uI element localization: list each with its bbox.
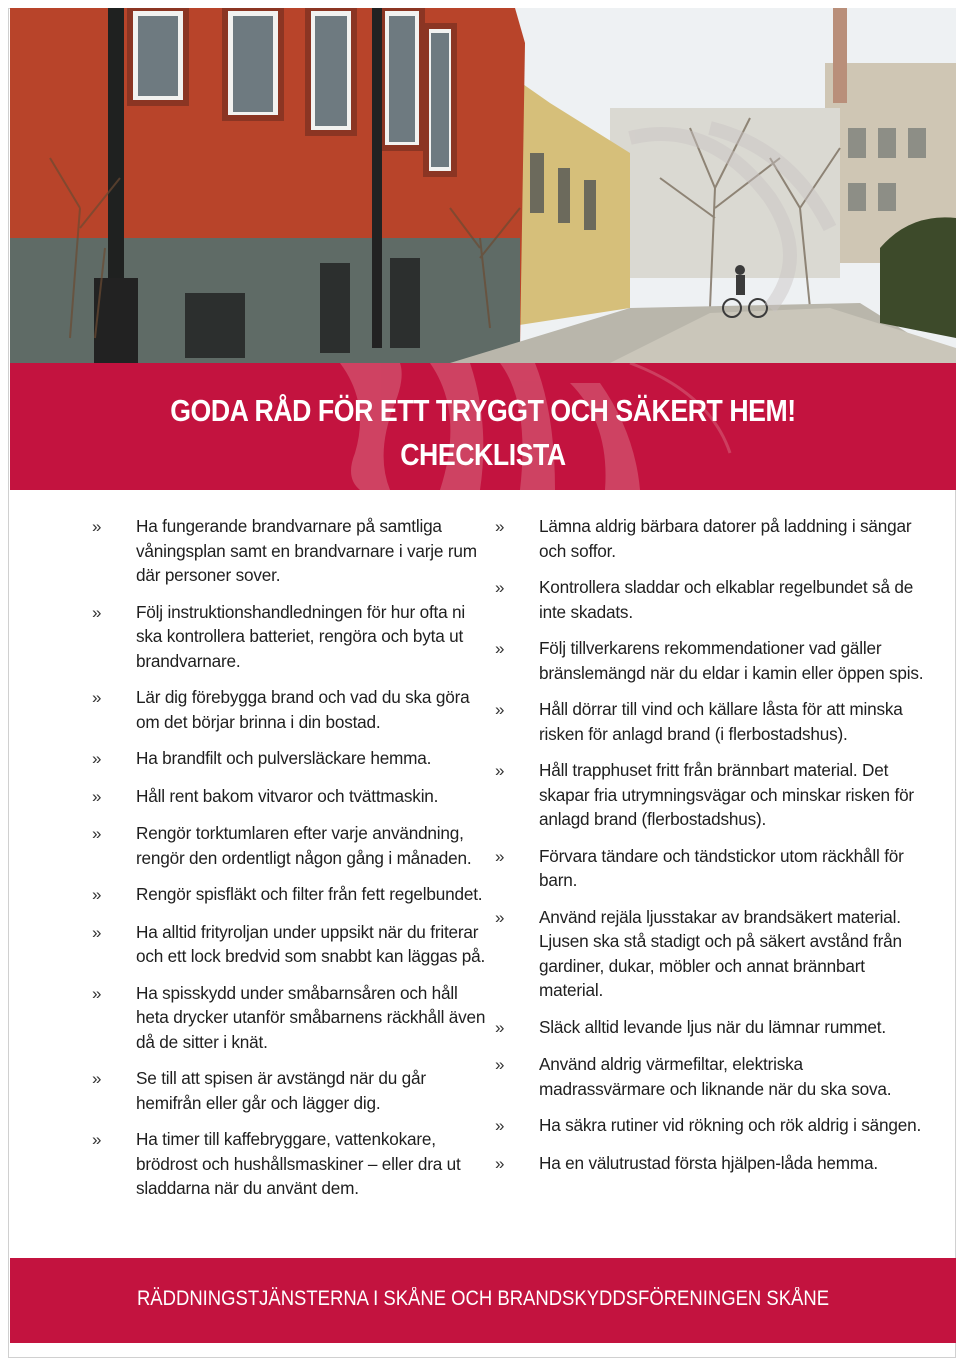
checklist-item-text: Använd aldrig värmefiltar, elektriska madrassvärmare och liknande när du ska sova.: [539, 1054, 892, 1099]
checklist-item: [92, 784, 492, 810]
bullet-icon: »: [92, 824, 102, 843]
bullet-icon: »: [92, 1069, 102, 1088]
bullet-icon: »: [495, 846, 505, 866]
checklist-item: [495, 844, 925, 893]
bullet-icon: »: [92, 1130, 102, 1149]
bullet-icon: »: [495, 1055, 505, 1074]
bullet-icon: »: [92, 885, 102, 904]
checklist-item-text: Kontrollera sladdar och elkablar regelbundet så de inte skadats.: [539, 577, 914, 622]
checklist-item: [495, 636, 925, 685]
checklist-item: [92, 821, 492, 870]
checklist-item-text: Ha spisskydd under småbarnsåren och håll heta drycker utanför småbarnens räckhåll även då de sitter i knät.: [136, 982, 486, 1052]
checklist-item: [92, 514, 492, 588]
checklist-item-text: Rengör spisfläkt och filter från fett regelbundet.: [136, 884, 483, 904]
checklist-item: [495, 575, 925, 624]
bullet-icon: »: [92, 922, 102, 942]
checklist-item: [92, 1066, 492, 1115]
bullet-icon: »: [495, 700, 505, 719]
checklist-item: [92, 600, 492, 674]
checklist-item-text: Lär dig förebygga brand och vad du ska göra om det börjar brinna i din bostad.: [136, 687, 470, 732]
checklist-item-text: Följ instruktionshandledningen för hur ofta ni ska kontrollera batteriet, rengöra och byta ut brandvarnare.: [136, 601, 466, 671]
checklist-item-text: Ha timer till kaffebryggare, vattenkokare, brödrost och hushållsmaskiner – eller dra ut sladdarna när du använt dem.: [136, 1129, 461, 1198]
checklist-item-text: Förvara tändare och tändstickor utom räckhåll för barn.: [539, 845, 904, 890]
bullet-icon: »: [495, 1153, 505, 1173]
page-title: [76, 389, 890, 477]
checklist-item-text: Ha fungerande brandvarnare på samtliga våningsplan samt en brandvarnare i varje rum där personer sover.: [136, 516, 477, 585]
title-line-2: CHECKLISTA: [400, 437, 566, 472]
checklist-item-text: Håll dörrar till vind och källare låsta för att minska risken för anlagd brand (i flerbostadshus).: [539, 699, 903, 744]
checklist-item: [92, 685, 492, 734]
checklist-item: [92, 981, 492, 1055]
footer-organizations: RÄDDNINGSTJÄNSTERNA I SKÅNE OCH BRANDSKYDDSFÖRENINGEN SKÅNE: [136, 1287, 830, 1310]
title-banner: [10, 363, 956, 490]
checklist-item-text: Använd rejäla ljusstakar av brandsäkert material. Ljusen ska stå stadigt och på säkert avstånd från gardiner, dukar, möbler och annat brännbart material.: [539, 906, 902, 1000]
checklist-item: [495, 758, 925, 832]
bullet-icon: »: [495, 517, 505, 536]
checklist-item: [495, 905, 925, 1003]
checklist-item-text: Ha alltid frityroljan under uppsikt när du friterar och ett lock bredvid som snabbt kan läggas på.: [136, 921, 486, 966]
checklist-item: [495, 1151, 925, 1177]
street-photo-illustration: [10, 8, 956, 363]
bullet-icon: »: [495, 578, 505, 597]
bullet-icon: »: [495, 1116, 505, 1135]
bullet-icon: »: [92, 786, 102, 806]
bullet-icon: »: [495, 1017, 505, 1037]
checklist-item: [495, 697, 925, 746]
checklist-left-column: [92, 514, 492, 1213]
bullet-icon: »: [92, 688, 102, 707]
checklist-item-text: Rengör torktumlaren efter varje användning, rengör den ordentligt någon gång i månaden.: [136, 823, 472, 868]
checklist-item: [92, 920, 492, 969]
bullet-icon: »: [495, 761, 505, 780]
checklist-item-text: Lämna aldrig bärbara datorer på laddning i sängar och soffor.: [539, 516, 912, 561]
checklist-right-column: [495, 514, 925, 1188]
checklist-item-text: Ha brandfilt och pulversläckare hemma.: [136, 748, 432, 768]
checklist-item: [495, 1113, 925, 1139]
checklist-item-text: Håll rent bakom vitvaror och tvättmaskin.: [136, 785, 439, 806]
footer-banner: [10, 1258, 956, 1343]
checklist-item-text: Följ tillverkarens rekommendationer vad gäller bränslemängd när du eldar i kamin eller öppen spis.: [539, 638, 924, 683]
checklist-item-text: Ha säkra rutiner vid rökning och rök aldrig i sängen.: [539, 1115, 922, 1135]
bullet-icon: »: [92, 749, 102, 768]
bullet-icon: »: [92, 602, 102, 622]
checklist-item: [92, 1127, 492, 1201]
street-photo: [10, 8, 956, 363]
checklist-item: [495, 1015, 925, 1041]
checklist-item-text: Håll trapphuset fritt från brännbart material. Det skapar fria utrymningsvägar och minskar risken för anlagd brand (flerbostadshus).: [539, 760, 914, 829]
bullet-icon: »: [92, 517, 102, 536]
checklist-item: [495, 1052, 925, 1101]
checklist-item: [495, 514, 925, 563]
bullet-icon: »: [495, 639, 505, 658]
checklist-item: [92, 882, 492, 908]
checklist-item: [92, 746, 492, 772]
checklist-item-text: Se till att spisen är avstängd när du går hemifrån eller går och lägger dig.: [136, 1068, 426, 1113]
bullet-icon: »: [495, 907, 505, 927]
bullet-icon: »: [92, 983, 102, 1003]
checklist-item-text: Släck alltid levande ljus när du lämnar rummet.: [539, 1016, 886, 1037]
title-line-1: GODA RÅD FÖR ETT TRYGGT OCH SÄKERT HEM!: [170, 393, 796, 428]
checklist-item-text: Ha en välutrustad första hjälpen-låda hemma.: [539, 1152, 878, 1173]
